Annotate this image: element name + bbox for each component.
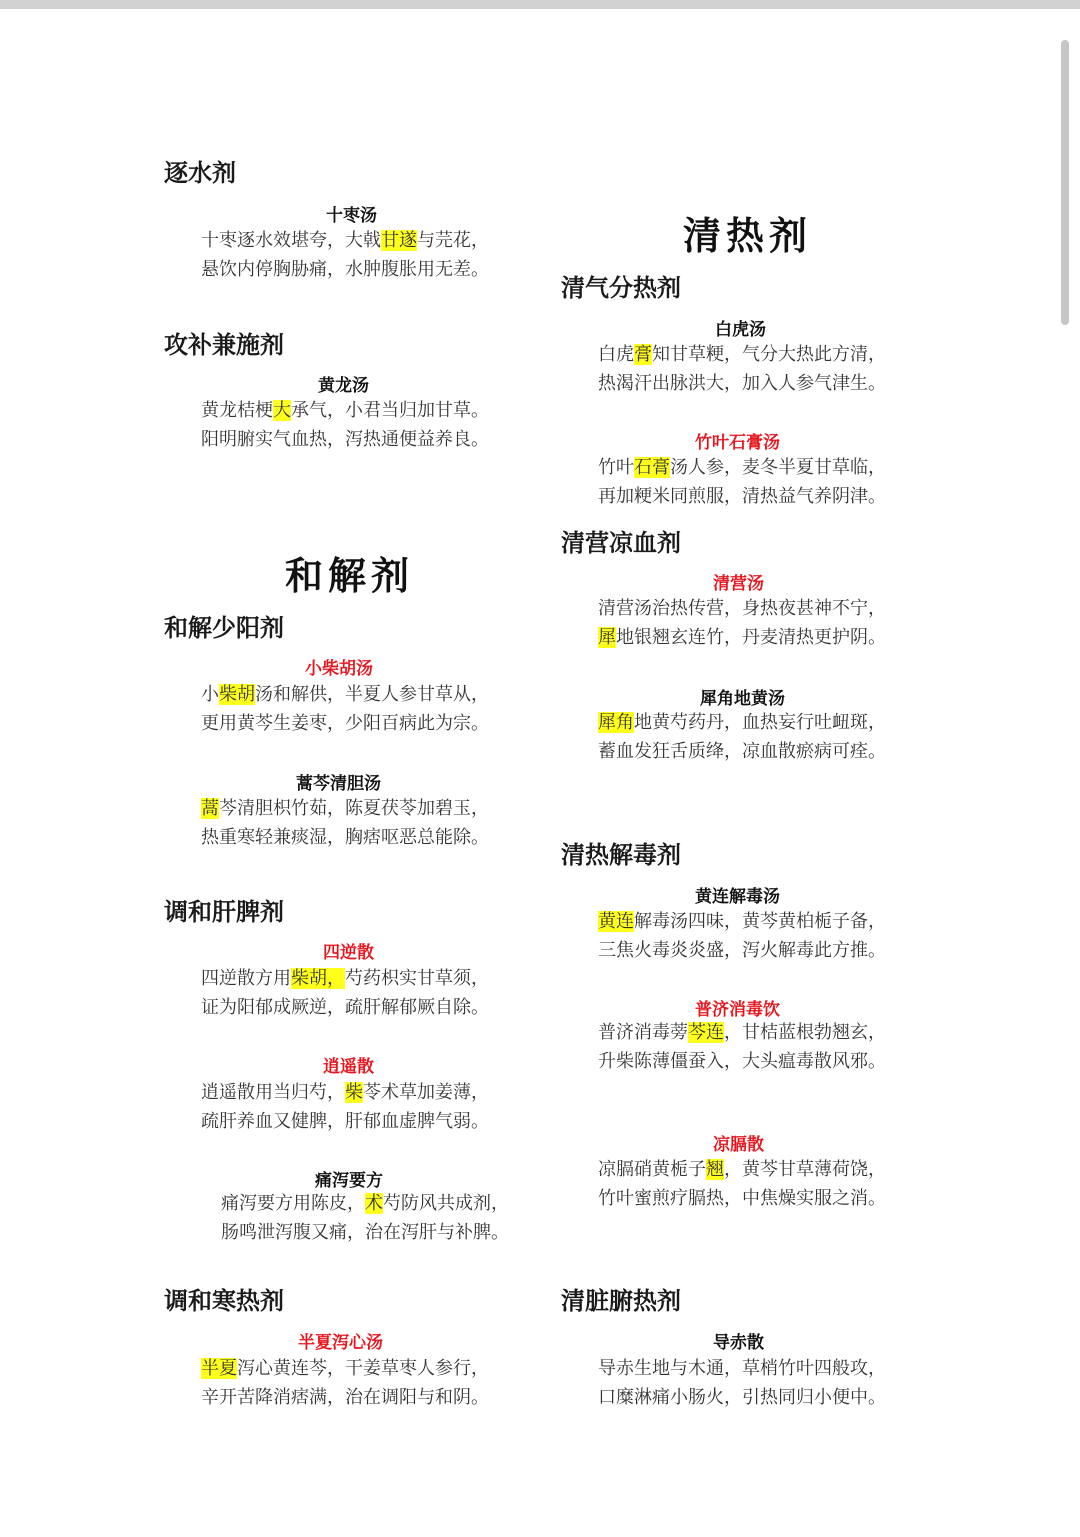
chapter-title: 和解剂 [285,554,415,598]
formula-title: 黄龙汤 [318,376,369,396]
section-coldheat: 调和寒热剂 [164,1287,284,1315]
formula-title: 痛泻要方 [315,1171,383,1191]
section-zangfu: 清脏腑热剂 [561,1287,681,1315]
formula-title: 十枣汤 [326,206,377,226]
formula-title: 半夏泻心汤 [298,1333,383,1353]
verse: 半夏泻心黄连芩，干姜草枣人参行， 辛开苦降消痞满，治在调阳与和阴。 [201,1358,489,1408]
verse: 痛泻要方用陈皮，术芍防风共成剂， 肠鸣泄泻腹又痛，治在泻肝与补脾。 [221,1193,509,1243]
section-water: 逐水剂 [164,159,236,187]
formula-title: 犀角地黄汤 [700,689,785,709]
verse: 竹叶石膏汤人参，麦冬半夏甘草临， 再加粳米同煎服，清热益气养阴津。 [598,457,886,507]
section-detox: 清热解毒剂 [561,841,681,869]
formula-title: 普济消毒饮 [695,1000,780,1020]
verse: 普济消毒蒡芩连，甘桔蓝根勃翘玄， 升柴陈薄僵蚕入，大头瘟毒散风邪。 [598,1022,886,1072]
section-qifen: 清气分热剂 [561,274,681,302]
formula-title: 白虎汤 [715,320,766,340]
formula-title: 蒿芩清胆汤 [296,774,381,794]
formula-title: 黄连解毒汤 [695,887,780,907]
verse: 凉膈硝黄栀子翘，黄芩甘草薄荷饶， 竹叶蜜煎疗膈热，中焦燥实服之消。 [598,1159,886,1209]
verse: 四逆散方用柴胡，芍药枳实甘草须， 证为阳郁成厥逆，疏肝解郁厥自除。 [201,968,489,1018]
verse: 小柴胡汤和解供，半夏人参甘草从， 更用黄芩生姜枣，少阳百病此为宗。 [201,684,489,734]
section-attack: 攻补兼施剂 [164,331,284,359]
formula-title: 逍遥散 [323,1057,374,1077]
formula-title: 导赤散 [713,1333,764,1353]
chapter-title: 清热剂 [683,214,813,258]
verse: 黄连解毒汤四味，黄芩黄柏栀子备， 三焦火毒炎炎盛，泻火解毒此方推。 [598,911,886,961]
verse: 蒿芩清胆枳竹茹，陈夏茯苓加碧玉， 热重寒轻兼痰湿，胸痞呕恶总能除。 [201,798,489,848]
section-shaoyang: 和解少阳剂 [164,614,284,642]
formula-title: 小柴胡汤 [305,659,373,679]
section-ying: 清营凉血剂 [561,529,681,557]
formula-title: 清营汤 [713,574,764,594]
formula-title: 竹叶石膏汤 [695,433,780,453]
formula-title: 凉膈散 [713,1135,764,1155]
verse: 清营汤治热传营，身热夜甚神不宁， 犀地银翘玄连竹，丹麦清热更护阴。 [598,598,886,648]
verse: 犀角地黄芍药丹，血热妄行吐衄斑， 蓄血发狂舌质绛，凉血散瘀病可痊。 [598,712,886,762]
scrollbar-thumb[interactable] [1061,40,1069,325]
verse: 逍遥散用当归芍，柴苓术草加姜薄， 疏肝养血又健脾，肝郁血虚脾气弱。 [201,1082,489,1132]
verse: 黄龙桔梗大承气，小君当归加甘草。 阳明腑实气血热，泻热通便益养良。 [201,400,489,450]
formula-title: 四逆散 [323,943,374,963]
section-liverspleen: 调和肝脾剂 [164,898,284,926]
verse: 十枣逐水效堪夸，大戟甘遂与芫花， 悬饮内停胸胁痛，水肿腹胀用无差。 [201,230,489,280]
verse: 白虎膏知甘草粳，气分大热此方清， 热渴汗出脉洪大，加入人参气津生。 [598,344,886,394]
verse: 导赤生地与木通，草梢竹叶四般攻， 口糜淋痛小肠火，引热同归小便中。 [598,1358,886,1408]
top-bar [0,0,1080,9]
